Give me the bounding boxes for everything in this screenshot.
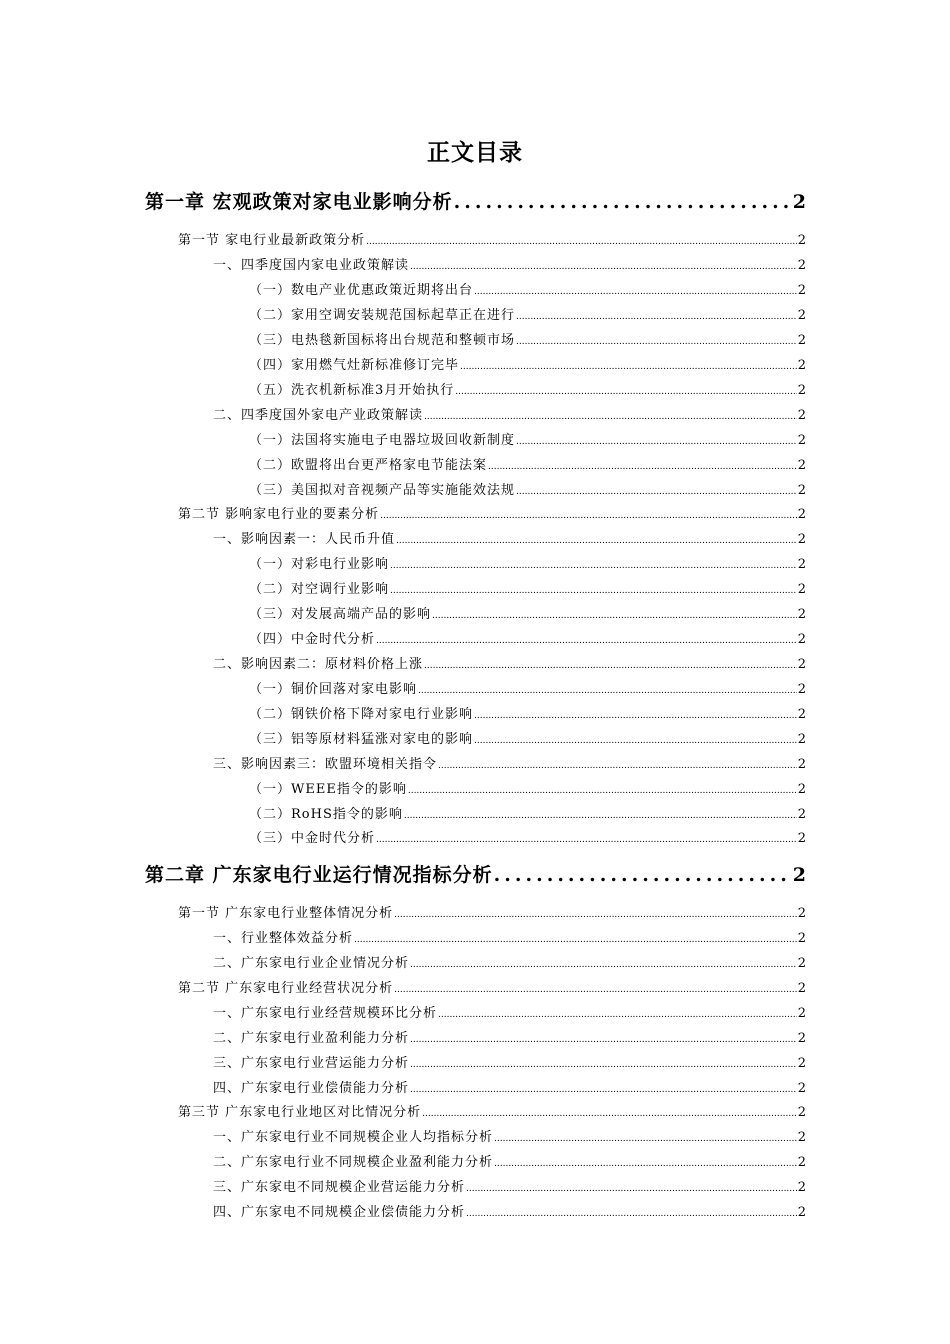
toc-entry-page-number: 2	[797, 1105, 807, 1120]
toc-entry-page-number: 2	[797, 1056, 807, 1071]
toc-entry-item[interactable]	[249, 603, 807, 622]
toc-entry-item[interactable]	[249, 279, 807, 298]
toc-leader-dots	[438, 1010, 797, 1020]
toc-entry-sub[interactable]	[213, 1176, 807, 1195]
toc-entry-sub[interactable]	[213, 404, 807, 423]
toc-entry-page-number: 2	[797, 1006, 807, 1021]
toc-leader-dots	[410, 960, 797, 970]
toc-entry-label: （一）法国将实施电子电器垃圾回收新制度	[249, 433, 516, 448]
toc-entry-sub[interactable]	[213, 1002, 807, 1021]
toc-leader-dots	[404, 811, 797, 821]
toc-entry-sec[interactable]	[178, 1101, 807, 1120]
toc-entry-label: （五）洗衣机新标准3月开始执行	[249, 383, 455, 398]
toc-leader-dots	[422, 1109, 797, 1119]
toc-leader-dots	[424, 661, 797, 671]
toc-entry-label: 四、广东家电行业偿债能力分析	[213, 1081, 410, 1096]
toc-entry-sub[interactable]	[213, 1151, 807, 1170]
toc-leader-dots	[390, 561, 797, 571]
toc-entry-label: 第二节 影响家电行业的要素分析	[178, 507, 380, 522]
toc-entry-sec[interactable]	[178, 503, 807, 522]
toc-leader-dots	[396, 536, 797, 546]
toc-leader-dots	[488, 462, 797, 472]
toc-leader-dots	[390, 586, 797, 596]
toc-entry-label: （一）对彩电行业影响	[249, 557, 390, 572]
toc-entry-page-number: 2	[797, 1180, 807, 1195]
toc-leader-dots	[474, 287, 797, 297]
toc-leader-dots	[376, 636, 797, 646]
toc-entry-label: 一、广东家电行业经营规模环比分析	[213, 1006, 438, 1021]
toc-entry-sub[interactable]	[213, 1077, 807, 1096]
toc-entry-label: 第二章 广东家电行业运行情况指标分析	[145, 864, 493, 886]
page-title: 正文目录	[427, 139, 523, 166]
toc-leader-dots	[466, 1184, 797, 1194]
toc-entry-page-number: 2	[797, 507, 807, 522]
toc-leader-dots	[354, 935, 797, 945]
toc-entry-item[interactable]	[249, 454, 807, 473]
toc-entry-item[interactable]	[249, 354, 807, 373]
toc-leader-dots	[380, 511, 797, 521]
toc-entry-item[interactable]	[249, 329, 807, 348]
toc-entry-label: （三）电热毯新国标将出台规范和整顿市场	[249, 333, 516, 348]
toc-entry-page-number: 2	[797, 1205, 807, 1220]
toc-entry-page-number: 2	[797, 258, 807, 273]
toc-entry-label: （三）对发展高端产品的影响	[249, 607, 432, 622]
toc-entry-label: 二、广东家电行业企业情况分析	[213, 956, 410, 971]
toc-entry-page-number: 2	[797, 807, 807, 822]
toc-entry-sub[interactable]	[213, 1027, 807, 1046]
toc-leader-dots	[474, 736, 797, 746]
toc-entry-label: 二、影响因素二：原材料价格上涨	[213, 657, 424, 672]
toc-leader-dots	[394, 910, 797, 920]
toc-leader-dots	[418, 686, 797, 696]
toc-entry-item[interactable]	[249, 429, 807, 448]
toc-entry-page-number: 2	[797, 458, 807, 473]
toc-entry-label: 四、广东家电不同规模企业偿债能力分析	[213, 1205, 466, 1220]
toc-leader-dots	[410, 1035, 797, 1045]
toc-entry-sub[interactable]	[213, 927, 807, 946]
toc-entry-page-number: 2	[797, 906, 807, 921]
toc-entry-label: 一、行业整体效益分析	[213, 931, 354, 946]
toc-entry-page-number: 2	[792, 191, 807, 213]
toc-entry-sub[interactable]	[213, 528, 807, 547]
toc-entry-sub[interactable]	[213, 254, 807, 273]
toc-leader-dots	[494, 1134, 797, 1144]
toc-entry-item[interactable]	[249, 778, 807, 797]
toc-entry-sub[interactable]	[213, 1052, 807, 1071]
toc-entry-label: 一、影响因素一：人民币升值	[213, 532, 396, 547]
toc-leader-dots	[438, 761, 797, 771]
toc-entry-item[interactable]	[249, 379, 807, 398]
toc-entry-sub[interactable]	[213, 753, 807, 772]
toc-entry-page-number: 2	[797, 1155, 807, 1170]
toc-entry-label: 二、广东家电行业不同规模企业盈利能力分析	[213, 1155, 494, 1170]
toc-leader-dots	[494, 864, 792, 886]
toc-leader-dots	[516, 337, 797, 347]
toc-leader-dots	[454, 191, 792, 213]
toc-entry-page-number: 2	[797, 657, 807, 672]
toc-entry-label: 第三节 广东家电行业地区对比情况分析	[178, 1105, 422, 1120]
toc-entry-page-number: 2	[797, 981, 807, 996]
toc-entry-label: （四）中金时代分析	[249, 632, 376, 647]
toc-leader-dots	[460, 362, 797, 372]
toc-leader-dots	[424, 412, 797, 422]
toc-entry-sec[interactable]	[178, 977, 807, 996]
toc-entry-label: （四）家用燃气灶新标准修订完毕	[249, 358, 460, 373]
toc-entry-sec[interactable]	[178, 902, 807, 921]
toc-leader-dots	[516, 312, 797, 322]
toc-leader-dots	[408, 786, 797, 796]
toc-entry-label: （二）欧盟将出台更严格家电节能法案	[249, 458, 488, 473]
toc-entry-sec[interactable]	[178, 229, 807, 248]
toc-entry-label: 第一章 宏观政策对家电业影响分析	[145, 191, 453, 213]
toc-entry-label: 三、影响因素三：欧盟环境相关指令	[213, 757, 438, 772]
toc-entry-page-number: 2	[797, 1130, 807, 1145]
toc-entry-label: （三）铝等原材料猛涨对家电的影响	[249, 732, 474, 747]
toc-leader-dots	[494, 1159, 797, 1169]
toc-entry-ch[interactable]	[145, 860, 807, 887]
toc-entry-page-number: 2	[797, 233, 807, 248]
toc-entry-page-number: 2	[797, 732, 807, 747]
toc-entry-page-number: 2	[797, 308, 807, 323]
toc-entry-page-number: 2	[797, 831, 807, 846]
toc-leader-dots	[394, 985, 797, 995]
toc-leader-dots	[376, 835, 797, 845]
toc-entry-item[interactable]	[249, 479, 807, 498]
toc-entry-page-number: 2	[797, 931, 807, 946]
toc-entry-label: 二、广东家电行业盈利能力分析	[213, 1031, 410, 1046]
toc-entry-item[interactable]	[249, 553, 807, 572]
toc-entry-label: 三、广东家电行业营运能力分析	[213, 1056, 410, 1071]
toc-entry-page-number: 2	[797, 557, 807, 572]
toc-entry-item[interactable]	[249, 803, 807, 822]
toc-entry-page-number: 2	[797, 483, 807, 498]
toc-entry-label: 二、四季度国外家电产业政策解读	[213, 408, 424, 423]
toc-entry-page-number: 2	[797, 1031, 807, 1046]
toc-entry-page-number: 2	[797, 358, 807, 373]
toc-entry-page-number: 2	[797, 1081, 807, 1096]
toc-entry-item[interactable]	[249, 827, 807, 846]
toc-entry-page-number: 2	[797, 707, 807, 722]
toc-leader-dots	[455, 387, 796, 397]
toc-entry-label: （三）美国拟对音视频产品等实施能效法规	[249, 483, 516, 498]
toc-entry-label: 第一节 家电行业最新政策分析	[178, 233, 366, 248]
toc-entry-sub[interactable]	[213, 1201, 807, 1220]
toc-entry-label: （三）中金时代分析	[249, 831, 376, 846]
toc-entry-page-number: 2	[797, 333, 807, 348]
toc-leader-dots	[366, 237, 797, 247]
toc-entry-page-number: 2	[797, 408, 807, 423]
toc-entry-sub[interactable]	[213, 952, 807, 971]
toc-entry-page-number: 2	[797, 607, 807, 622]
toc-entry-label: 一、广东家电行业不同规模企业人均指标分析	[213, 1130, 494, 1145]
toc-leader-dots	[432, 611, 797, 621]
toc-entry-label: （一）铜价回落对家电影响	[249, 682, 418, 697]
toc-entry-page-number: 2	[797, 632, 807, 647]
toc-entry-page-number: 2	[797, 682, 807, 697]
toc-entry-item[interactable]	[249, 304, 807, 323]
toc-leader-dots	[474, 711, 797, 721]
toc-entry-label: 三、广东家电不同规模企业营运能力分析	[213, 1180, 466, 1195]
toc-entry-label: （二）钢铁价格下降对家电行业影响	[249, 707, 474, 722]
toc-entry-page-number: 2	[797, 782, 807, 797]
toc-entry-item[interactable]	[249, 728, 807, 747]
toc-entry-label: （二）家用空调安装规范国标起草正在进行	[249, 308, 516, 323]
toc-entry-sub[interactable]	[213, 653, 807, 672]
toc-entry-label: （一）WEEE指令的影响	[249, 782, 407, 797]
toc-entry-label: 第一节 广东家电行业整体情况分析	[178, 906, 394, 921]
toc-entry-label: 第二节 广东家电行业经营状况分析	[178, 981, 394, 996]
toc-entry-ch[interactable]	[145, 187, 807, 214]
toc-entry-item[interactable]	[249, 678, 807, 697]
toc-entry-item[interactable]	[249, 578, 807, 597]
toc-entry-label: （一）数电产业优惠政策近期将出台	[249, 283, 474, 298]
toc-entry-page-number: 2	[797, 757, 807, 772]
toc-entry-page-number: 2	[797, 582, 807, 597]
toc-entry-page-number: 2	[797, 532, 807, 547]
toc-entry-page-number: 2	[797, 283, 807, 298]
toc-entry-page-number: 2	[797, 433, 807, 448]
toc-leader-dots	[410, 1060, 797, 1070]
toc-leader-dots	[516, 437, 797, 447]
toc-leader-dots	[516, 487, 797, 497]
toc-entry-label: 一、四季度国内家电业政策解读	[213, 258, 410, 273]
toc-entry-label: （二）RoHS指令的影响	[249, 807, 403, 822]
toc-entry-page-number: 2	[797, 383, 807, 398]
toc-leader-dots	[410, 1085, 797, 1095]
toc-entry-item[interactable]	[249, 628, 807, 647]
toc-leader-dots	[410, 262, 797, 272]
toc-entry-item[interactable]	[249, 703, 807, 722]
toc-entry-page-number: 2	[792, 864, 807, 886]
toc-leader-dots	[466, 1209, 797, 1219]
toc-entry-page-number: 2	[797, 956, 807, 971]
toc-entry-label: （二）对空调行业影响	[249, 582, 390, 597]
toc-entry-sub[interactable]	[213, 1126, 807, 1145]
